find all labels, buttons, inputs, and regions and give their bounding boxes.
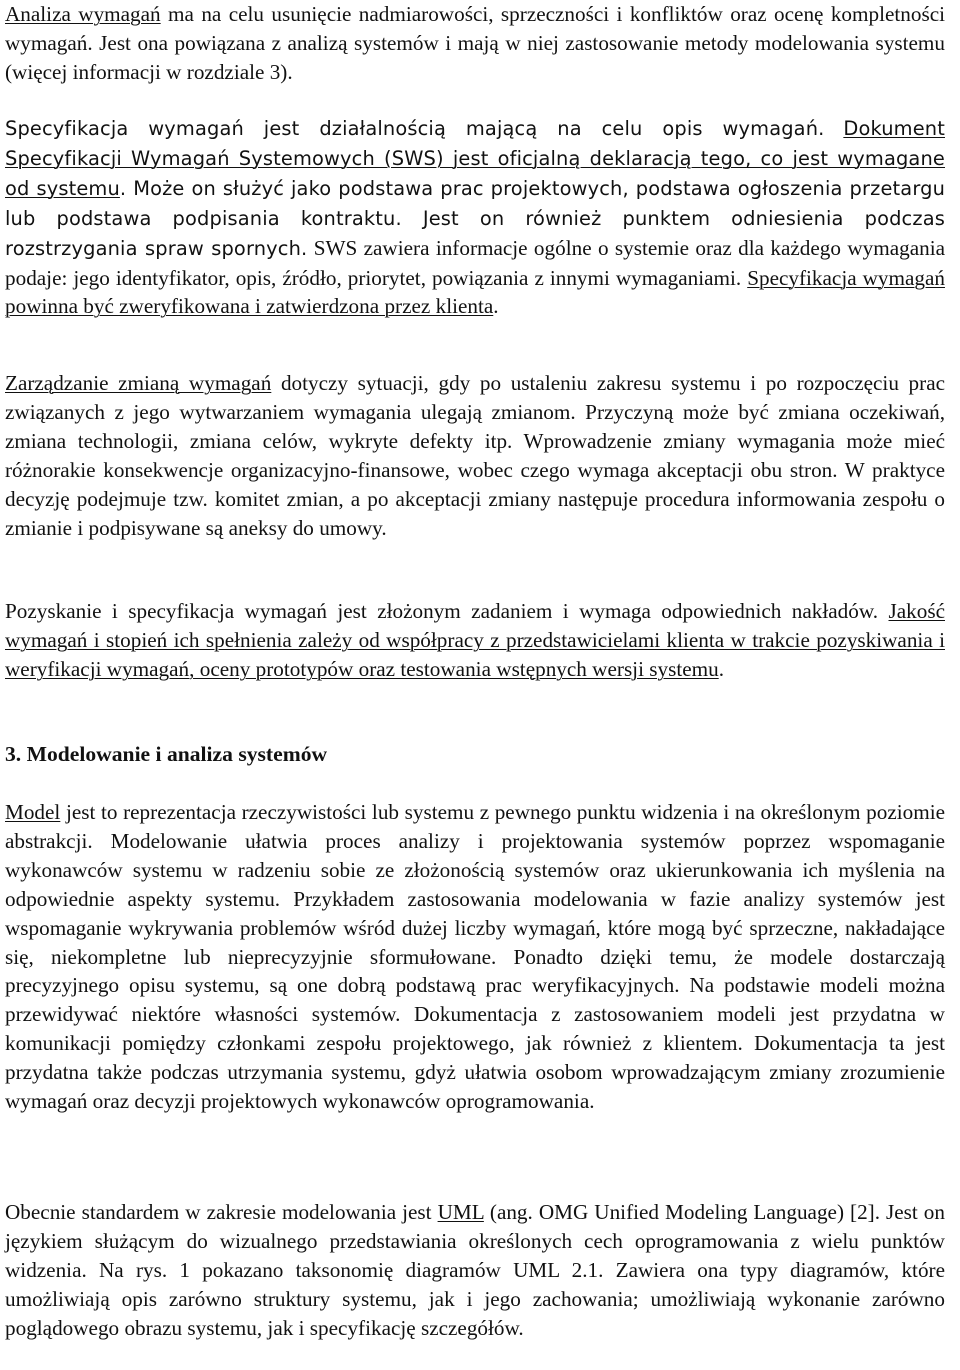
paragraph-text: ma na celu usunięcie nadmiarowości, sprzeczności i konfliktów oraz ocenę kompletności wymagań. Jest ona powiązana z analizą systemów i mają w niej zastosowanie metody modelowania systemu (więcej informacji w rozdziale 3).	[5, 2, 945, 84]
paragraph-text: Obecnie standardem w zakresie modelowania jest	[5, 1200, 438, 1224]
paragraph-text: .	[718, 656, 724, 681]
paragraph-specyfikacja	[5, 114, 945, 321]
term-model: Model	[5, 800, 61, 824]
paragraph-model	[5, 798, 945, 1116]
term-weryfikacja-klienta: Specyfikacja wymagań powinna być zweryfikowana i zatwierdzona przez klienta	[5, 265, 945, 319]
section-heading: 3. Modelowanie i analiza systemów	[5, 742, 328, 766]
paragraph-text: Specyfikacja wymagań jest działalnością mającą na celu opis wymagań.	[5, 117, 825, 140]
term-zarzadzanie-zmiana: Zarządzanie zmianą wymagań	[5, 371, 272, 395]
term-dokument-sws: Dokument Specyfikacji Wymagań Systemowych (SWS) jest oficjalną deklaracją tego, co jest wymagane od systemu	[5, 117, 945, 200]
paragraph-text: Pozyskanie i specyfikacja wymagań jest złożonym zadaniem i wymaga odpowiednich nakładów.	[5, 599, 889, 623]
paragraph-pozyskanie	[5, 597, 945, 684]
term-analiza-wymagan: Analiza wymagań	[5, 2, 161, 26]
paragraph-analiza	[5, 0, 945, 87]
paragraph-uml	[5, 1198, 945, 1343]
paragraph-text: (ang. OMG Unified Modeling Language) [2]. Jest on językiem służącym do wizualnego przedstawiania określonych cech oprogramowania z wielu punktów widzenia. Na rys. 1 pokazano taksonomię diagramów UML 2.1. Zawiera ona typy diagramów, które umożliwiają opis zarówno struktury systemu, jak i jego zachowania; umożliwiają wykonanie zarówno poglądowego obrazu systemu, jak i specyfikację szczegółów.	[5, 1200, 945, 1340]
paragraph-text: jest to reprezentacja rzeczywistości lub systemu z pewnego punktu widzenia i na określonym poziomie abstrakcji. Modelowanie ułatwia proces analizy i projektowania systemów poprzez wspomaganie wykonawców systemu w radzeniu sobie ze złożonością systemów oraz ukierunkowania ich myślenia na odpowiednie aspekty systemu. Przykładem zastosowania modelowania w fazie analizy systemów jest wspomaganie wykrywania problemów wśród dużej liczby wymagań, które mogą być sprzeczne, nakładające się, niekompletne lub nieprecyzyjnie sformułowane. Ponadto dzięki temu, że modele dostarczają precyzyjnego opisu systemu, są one dobrą podstawą prac weryfikacyjnych. Na podstawie modeli można przewidywać niektóre własności systemów. Dokumentacja z zastosowaniem modeli jest przydatna w komunikacji pomiędzy członkami zespołu projektowego, jak również z klientem. Dokumentacja ta jest przydatna także podczas utrzymania systemu, gdyż ułatwia osobom wprowadzającym zmiany zrozumienie wymagań oraz decyzji projektowych wykonawców oprogramowania.	[5, 800, 945, 1114]
paragraph-text: . Może on służyć jako podstawa prac projektowych, podstawa ogłoszenia przetargu lub podstawa podpisania kontraktu. Jest on również punktem odniesienia podczas rozstrzygania spraw spornych.	[5, 176, 946, 260]
paragraph-text: dotyczy sytuacji, gdy po ustaleniu zakresu systemu i po rozpoczęciu prac związanych z jego wytwarzaniem wymagania ulegają zmianom. Przyczyną może być zmiana oczekiwań, zmiana technologii, zmiana celów, wykryte defekty itp. Wprowadzenie zmiany wymagania może mieć różnorakie konsekwencje organizacyjno-finansowe, wobec czego wymaga akceptacji obu stron. W praktyce decyzję podejmuje tzw. komitet zmian, a po akceptacji zmiany następuje procedura informowania zespołu o zmianie i podpisywane są aneksy do umowy.	[5, 371, 946, 540]
paragraph-zarzadzanie	[5, 369, 945, 542]
term-uml: UML	[437, 1200, 484, 1224]
term-jakosc-wymagan: Jakość wymagań i stopień ich spełnienia zależy od współpracy z przedstawicielami klienta w trakcie pozyskiwania i weryfikacji wymagań, oceny prototypów oraz testowania wstępnych wersji systemu	[5, 599, 945, 681]
paragraph-text: SWS zawiera informacje ogólne o systemie oraz dla każdego wymagania podaje: jego identyfikator, opis, źródło, priorytet, powiązania z innymi wymaganiami.	[5, 235, 945, 290]
paragraph-text: .	[493, 294, 499, 319]
paragraph-space	[824, 116, 843, 140]
